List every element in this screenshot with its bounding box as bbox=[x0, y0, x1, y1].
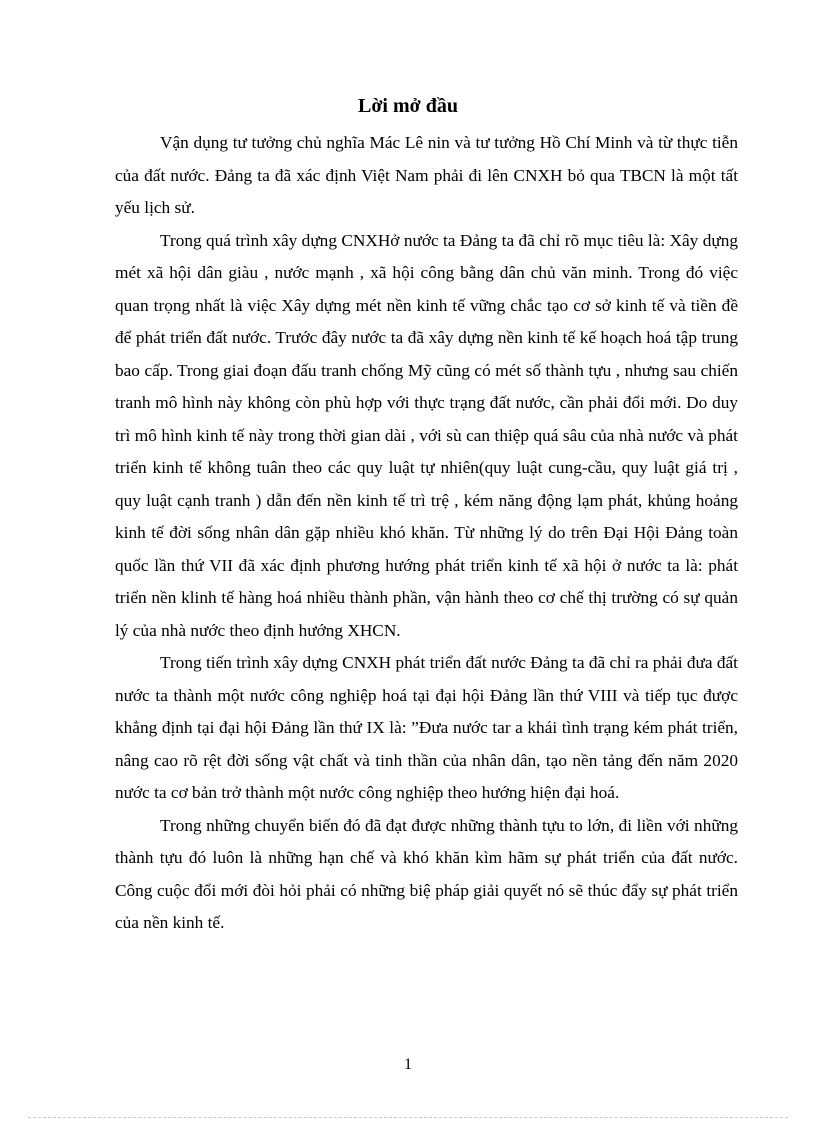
paragraph-4: Trong những chuyển biến đó đã đạt được những thành tựu to lớn, đi liền với những thành tựu đó luôn là những hạn chế và khó khăn kìm hãm sự phát triển của đất nước. Công cuộc đổi mới đòi hỏi phải có những biệ pháp giải quyết nó sẽ thúc đẩy sự phát triển của nền kinh tế. bbox=[115, 815, 738, 932]
paragraph-1: Vận dụng tư tưởng chủ nghĩa Mác Lê nin và tư tưởng Hồ Chí Minh và từ thực tiễn của đất nước. Đảng ta đã xác định Việt Nam phải đi lên CNXH bỏ qua TBCN là một tất yếu lịch sử. bbox=[115, 133, 738, 217]
page-number: 1 bbox=[404, 1056, 412, 1073]
document-body bbox=[115, 127, 738, 940]
document-title: Lời mở đầu bbox=[358, 95, 458, 117]
paragraph-3: Trong tiến trình xây dựng CNXH phát triển đất nước Đảng ta đã chỉ ra phải đưa đất nước ta thành một nước công nghiệp hoá tại đại hội Đảng lần thứ VIII và tiếp tục được khẳng định tại đại hội Đảng lần thứ IX là: ”Đưa nước tar a khái tình trạng kém phát triển, nâng cao rõ rệt đời sống vật chất và tinh thần của nhân dân, tạo nền tảng đến năm 2020 nước ta cơ bản trở thành một nước công nghiệp theo hướng hiện đại hoá. bbox=[115, 653, 738, 802]
paragraph-2: Trong quá trình xây dựng CNXHở nước ta Đảng ta đã chỉ rõ mục tiêu là: Xây dựng mét xã hội dân giàu , nước mạnh , xã hội công bằng dân chủ văn minh. Trong đó việc quan trọng nhất là việc Xây dựng mét nền kinh tế vững chắc tạo cơ sở kinh tế và tiền đề để phát triển đất nước. Trước đây nước ta đã xây dựng nền kinh tế kế hoạch hoá tập trung bao cấp. Trong giai đoạn đấu tranh chống Mỹ cũng có mét số thành tựu , nhưng sau chiến tranh mô hình này không còn phù hợp với thực trạng đất nước, cần phải đổi mới. Do duy trì mô hình kinh tế này trong thời gian dài , với sù can thiệp quá sâu của nhà nước và phát triển kinh tế không tuân theo các quy luật tự nhiên(quy luật cung-cầu, quy luật giá trị , quy luật cạnh tranh ) dẫn đến nền kinh tế trì trệ , kém năng động lạm phát, khủng hoảng kinh tế đời sống nhân dân gặp nhiều khó khăn. Từ những lý do trên Đại Hội Đảng toàn quốc lần thứ VII đã xác định phương hướng phát triển kinh tế xã hội ở nước ta là: phát triển nền klinh tế hàng hoá nhiều thành phần, vận hành theo cơ chế thị trường có sự quản lý của nhà nước theo định hướng XHCN. bbox=[115, 230, 738, 640]
page-bottom-divider bbox=[28, 1117, 788, 1118]
